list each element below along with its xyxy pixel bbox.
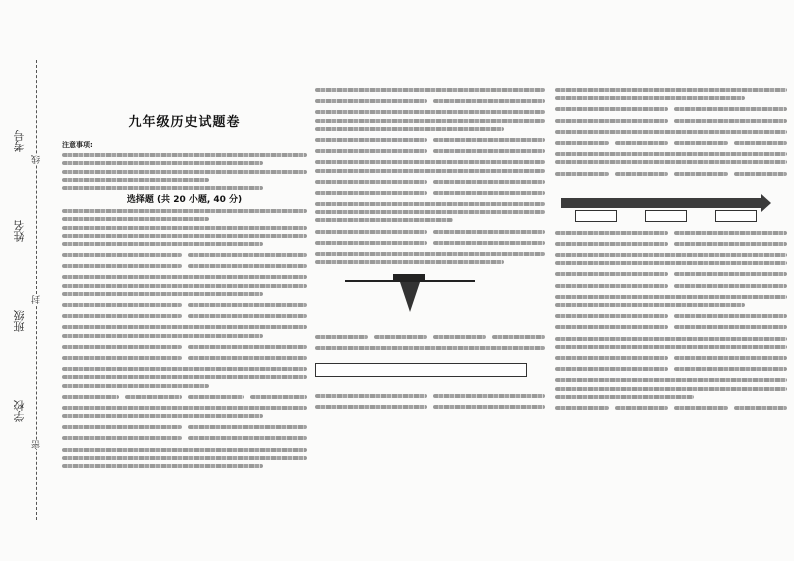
option-row <box>555 169 787 180</box>
option-row <box>555 311 787 322</box>
blurred-text <box>555 295 787 299</box>
blurred-text <box>315 88 545 92</box>
option-row <box>62 392 307 403</box>
blurred-text <box>62 153 307 157</box>
page-2 <box>315 85 545 525</box>
seal-mark-mi: 密 <box>32 440 42 449</box>
option-row <box>315 188 545 199</box>
option-row <box>315 135 545 146</box>
blurred-text <box>555 337 787 341</box>
blurred-text <box>62 414 263 418</box>
notes-heading: 注意事项: <box>62 141 93 149</box>
blurred-text <box>315 252 545 256</box>
blurred-text <box>315 127 504 131</box>
blurred-text <box>555 130 787 134</box>
binding-label-number: 考号 <box>13 130 26 152</box>
blurred-text <box>555 88 787 92</box>
blurred-text <box>555 395 694 399</box>
blurred-text <box>315 169 545 173</box>
page-3 <box>555 85 787 525</box>
option-row <box>315 96 545 107</box>
blurred-text <box>555 253 787 257</box>
blurred-text <box>62 334 263 338</box>
option-row <box>315 402 545 413</box>
option-row <box>62 261 307 272</box>
option-row <box>555 239 787 250</box>
blurred-text <box>62 284 307 288</box>
option-row <box>555 269 787 280</box>
blurred-text <box>555 303 745 307</box>
blurred-text <box>555 345 787 349</box>
seal-line <box>36 60 37 520</box>
blurred-text <box>555 96 745 100</box>
option-row <box>555 353 787 364</box>
arrow-diagram <box>555 184 787 224</box>
option-row <box>315 227 545 238</box>
option-row <box>555 364 787 375</box>
blurred-text <box>315 110 545 114</box>
blurred-text <box>62 178 209 182</box>
blurred-text <box>62 292 263 296</box>
blurred-text <box>62 186 263 190</box>
blurred-text <box>62 209 307 213</box>
option-row <box>315 146 545 157</box>
binding-label-class: 班级 <box>13 310 26 332</box>
blurred-text <box>62 384 209 388</box>
option-row <box>62 300 307 311</box>
blurred-text <box>62 161 263 165</box>
option-row <box>555 228 787 239</box>
blurred-text <box>62 375 307 379</box>
timeline-diagram <box>315 355 545 387</box>
blurred-text <box>555 160 787 164</box>
blurred-text <box>62 464 263 468</box>
option-row <box>62 422 307 433</box>
balance-diagram <box>315 270 545 326</box>
blurred-text <box>62 242 263 246</box>
blurred-text <box>62 367 307 371</box>
blurred-text <box>62 325 307 329</box>
option-row <box>315 391 545 402</box>
blurred-text <box>62 406 307 410</box>
seal-mark-feng: 封 <box>32 295 42 304</box>
option-row <box>555 403 787 414</box>
blurred-text <box>62 456 307 460</box>
blurred-text <box>62 275 307 279</box>
blurred-text <box>62 170 307 174</box>
option-row <box>555 138 787 149</box>
binding-label-school: 学校 <box>13 400 26 422</box>
binding-label-name: 姓名 <box>13 220 26 242</box>
option-row <box>555 104 787 115</box>
binding-strip <box>6 60 56 520</box>
blurred-text <box>555 152 787 156</box>
blurred-text <box>315 260 504 264</box>
blurred-text <box>315 160 545 164</box>
blurred-text <box>62 234 307 238</box>
page-1 <box>62 85 307 525</box>
section-heading: 选择题 (共 20 小题, 40 分) <box>126 195 243 206</box>
option-row <box>555 322 787 333</box>
blurred-text <box>555 378 787 382</box>
blurred-text <box>62 226 307 230</box>
blurred-text <box>315 210 545 214</box>
option-row <box>62 353 307 364</box>
blurred-text <box>315 346 545 350</box>
option-row <box>62 311 307 322</box>
option-row <box>555 116 787 127</box>
blurred-text <box>315 218 453 222</box>
blurred-text <box>315 202 545 206</box>
blurred-text <box>555 387 787 391</box>
option-row <box>555 281 787 292</box>
option-row <box>315 238 545 249</box>
blurred-text <box>62 448 307 452</box>
blurred-text <box>555 261 787 265</box>
option-row <box>62 342 307 353</box>
option-row <box>315 177 545 188</box>
option-row <box>315 332 545 343</box>
exam-title: 九年级历史试题卷 <box>128 115 241 130</box>
blurred-text <box>62 217 209 221</box>
blurred-text <box>315 119 545 123</box>
seal-mark-xian: 线 <box>32 155 42 164</box>
option-row <box>62 433 307 444</box>
option-row <box>62 250 307 261</box>
